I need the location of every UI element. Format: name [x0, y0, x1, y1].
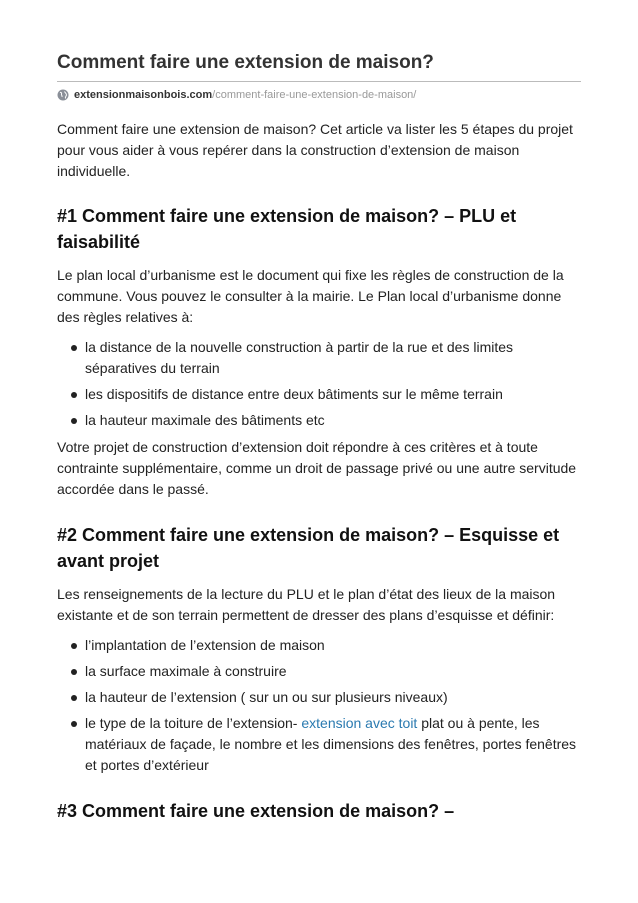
source-path-link[interactable]: /comment-faire-une-extension-de-maison/ [212, 89, 417, 101]
section1-closing-paragraph: Votre projet de construction d’extension doit répondre à ces critères et à toute contrainte supplémentaire, comme un droit de passage privé ou une autre servitude accordée dans le passé. [57, 439, 577, 497]
title-divider [57, 81, 581, 82]
list-item: la hauteur maximale des bâtiments etc [85, 410, 581, 431]
bullet-text-before: le type de la toiture de l’extension- [85, 715, 302, 731]
list-item: l’implantation de l’extension de maison [85, 635, 581, 656]
section1-heading: #1 Comment faire une extension de maison? – PLU et faisabilité [57, 206, 517, 252]
list-item: la surface maximale à construire [85, 661, 581, 682]
bullet-text-after: plat ou à pente, les matériaux de façade, le nombre et les dimensions des fenêtres, portes fenêtres et portes d’extérieur [85, 715, 577, 773]
extension-avec-toit-link[interactable]: extension avec toit [301, 715, 418, 731]
section2-paragraph: Les renseignements de la lecture du PLU et le plan d’état des lieux de la maison existante et de son terrain permettent de dresser des plans d’esquisse et définir: [57, 586, 556, 623]
list-item: la hauteur de l’extension ( sur un ou sur plusieurs niveaux) [85, 687, 581, 708]
list-item: les dispositifs de distance entre deux bâtiments sur le même terrain [85, 384, 581, 405]
list-item [85, 713, 581, 776]
section1-list [57, 337, 581, 431]
source-line [57, 87, 581, 103]
section3-heading: #3 Comment faire une extension de maison? – [57, 801, 455, 821]
document-title: Comment faire une extension de maison? [57, 52, 434, 73]
section2-heading: #2 Comment faire une extension de maison? – Esquisse et avant projet [57, 525, 560, 571]
globe-icon [57, 89, 69, 101]
list-item: la distance de la nouvelle construction à partir de la rue et des limites séparatives du terrain [85, 337, 581, 379]
source-domain-link[interactable]: extensionmaisonbois.com [74, 89, 213, 101]
section2-list [57, 635, 581, 776]
intro-paragraph: Comment faire une extension de maison? Cet article va lister les 5 étapes du projet pour vous aider à vous repérer dans la construction d’extension de maison individuelle. [57, 121, 573, 179]
section1-paragraph: Le plan local d’urbanisme est le document qui fixe les règles de construction de la commune. Vous pouvez le consulter à la mairie. Le Plan local d’urbanisme donne des règles relatives à: [57, 267, 564, 325]
